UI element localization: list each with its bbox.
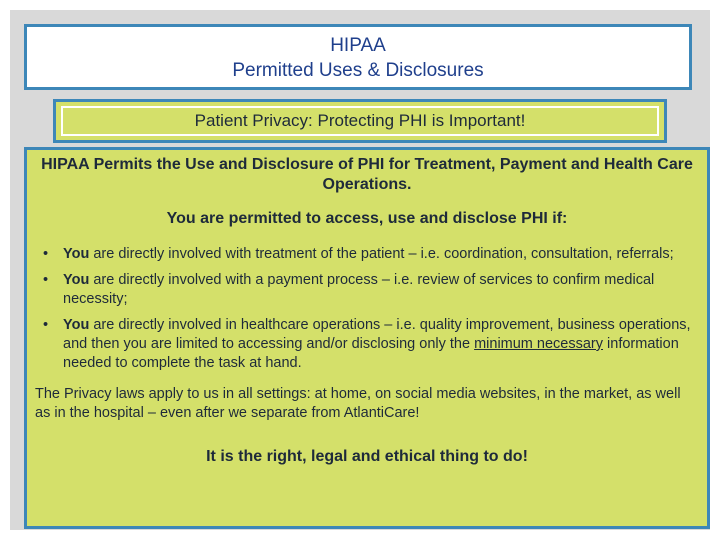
bullet-icon: • — [43, 246, 49, 262]
content-heading: HIPAA Permits the Use and Disclosure of PHI for Treatment, Payment and Health Care Operations. — [41, 156, 693, 193]
bullet-emphasis: You — [63, 272, 90, 288]
bullet-icon: • — [43, 272, 49, 288]
content-subheading: You are permitted to access, use and disclose PHI if: — [166, 210, 568, 227]
bullet-emphasis: You — [63, 246, 90, 262]
title-box — [24, 24, 692, 90]
subtitle-box — [53, 99, 667, 143]
title-line-2: Permitted Uses & Disclosures — [232, 60, 484, 81]
bullet-icon: • — [43, 317, 49, 333]
bullet-text: are directly involved in healthcare operations – i.e. quality improvement, business operations, and then you are limited to accessing and/or disclosing only the — [63, 317, 691, 352]
bullet-text: are directly involved with treatment of the patient – i.e. coordination, consultation, referrals; — [89, 246, 674, 262]
bullet-list — [27, 245, 707, 373]
bullet-emphasis: You — [63, 317, 90, 333]
bullet-text: are directly involved with a payment process – i.e. review of services to confirm medical necessity; — [63, 272, 655, 307]
title-line-1: HIPAA — [330, 35, 386, 56]
content-box — [24, 147, 710, 529]
subtitle-text: Patient Privacy: Protecting PHI is Important! — [61, 106, 659, 136]
closing-statement: It is the right, legal and ethical thing to do! — [206, 448, 528, 465]
slide — [10, 10, 710, 530]
bullet-text-end: information needed to complete the task at hand. — [63, 336, 679, 371]
list-item — [35, 245, 691, 264]
minimum-necessary-text: minimum necessary — [474, 336, 603, 352]
list-item — [35, 271, 691, 309]
privacy-note: The Privacy laws apply to us in all settings: at home, on social media websites, in the market, as well as in the hospital – even after we separate from AtlantiCare! — [35, 386, 681, 421]
list-item — [35, 316, 691, 373]
